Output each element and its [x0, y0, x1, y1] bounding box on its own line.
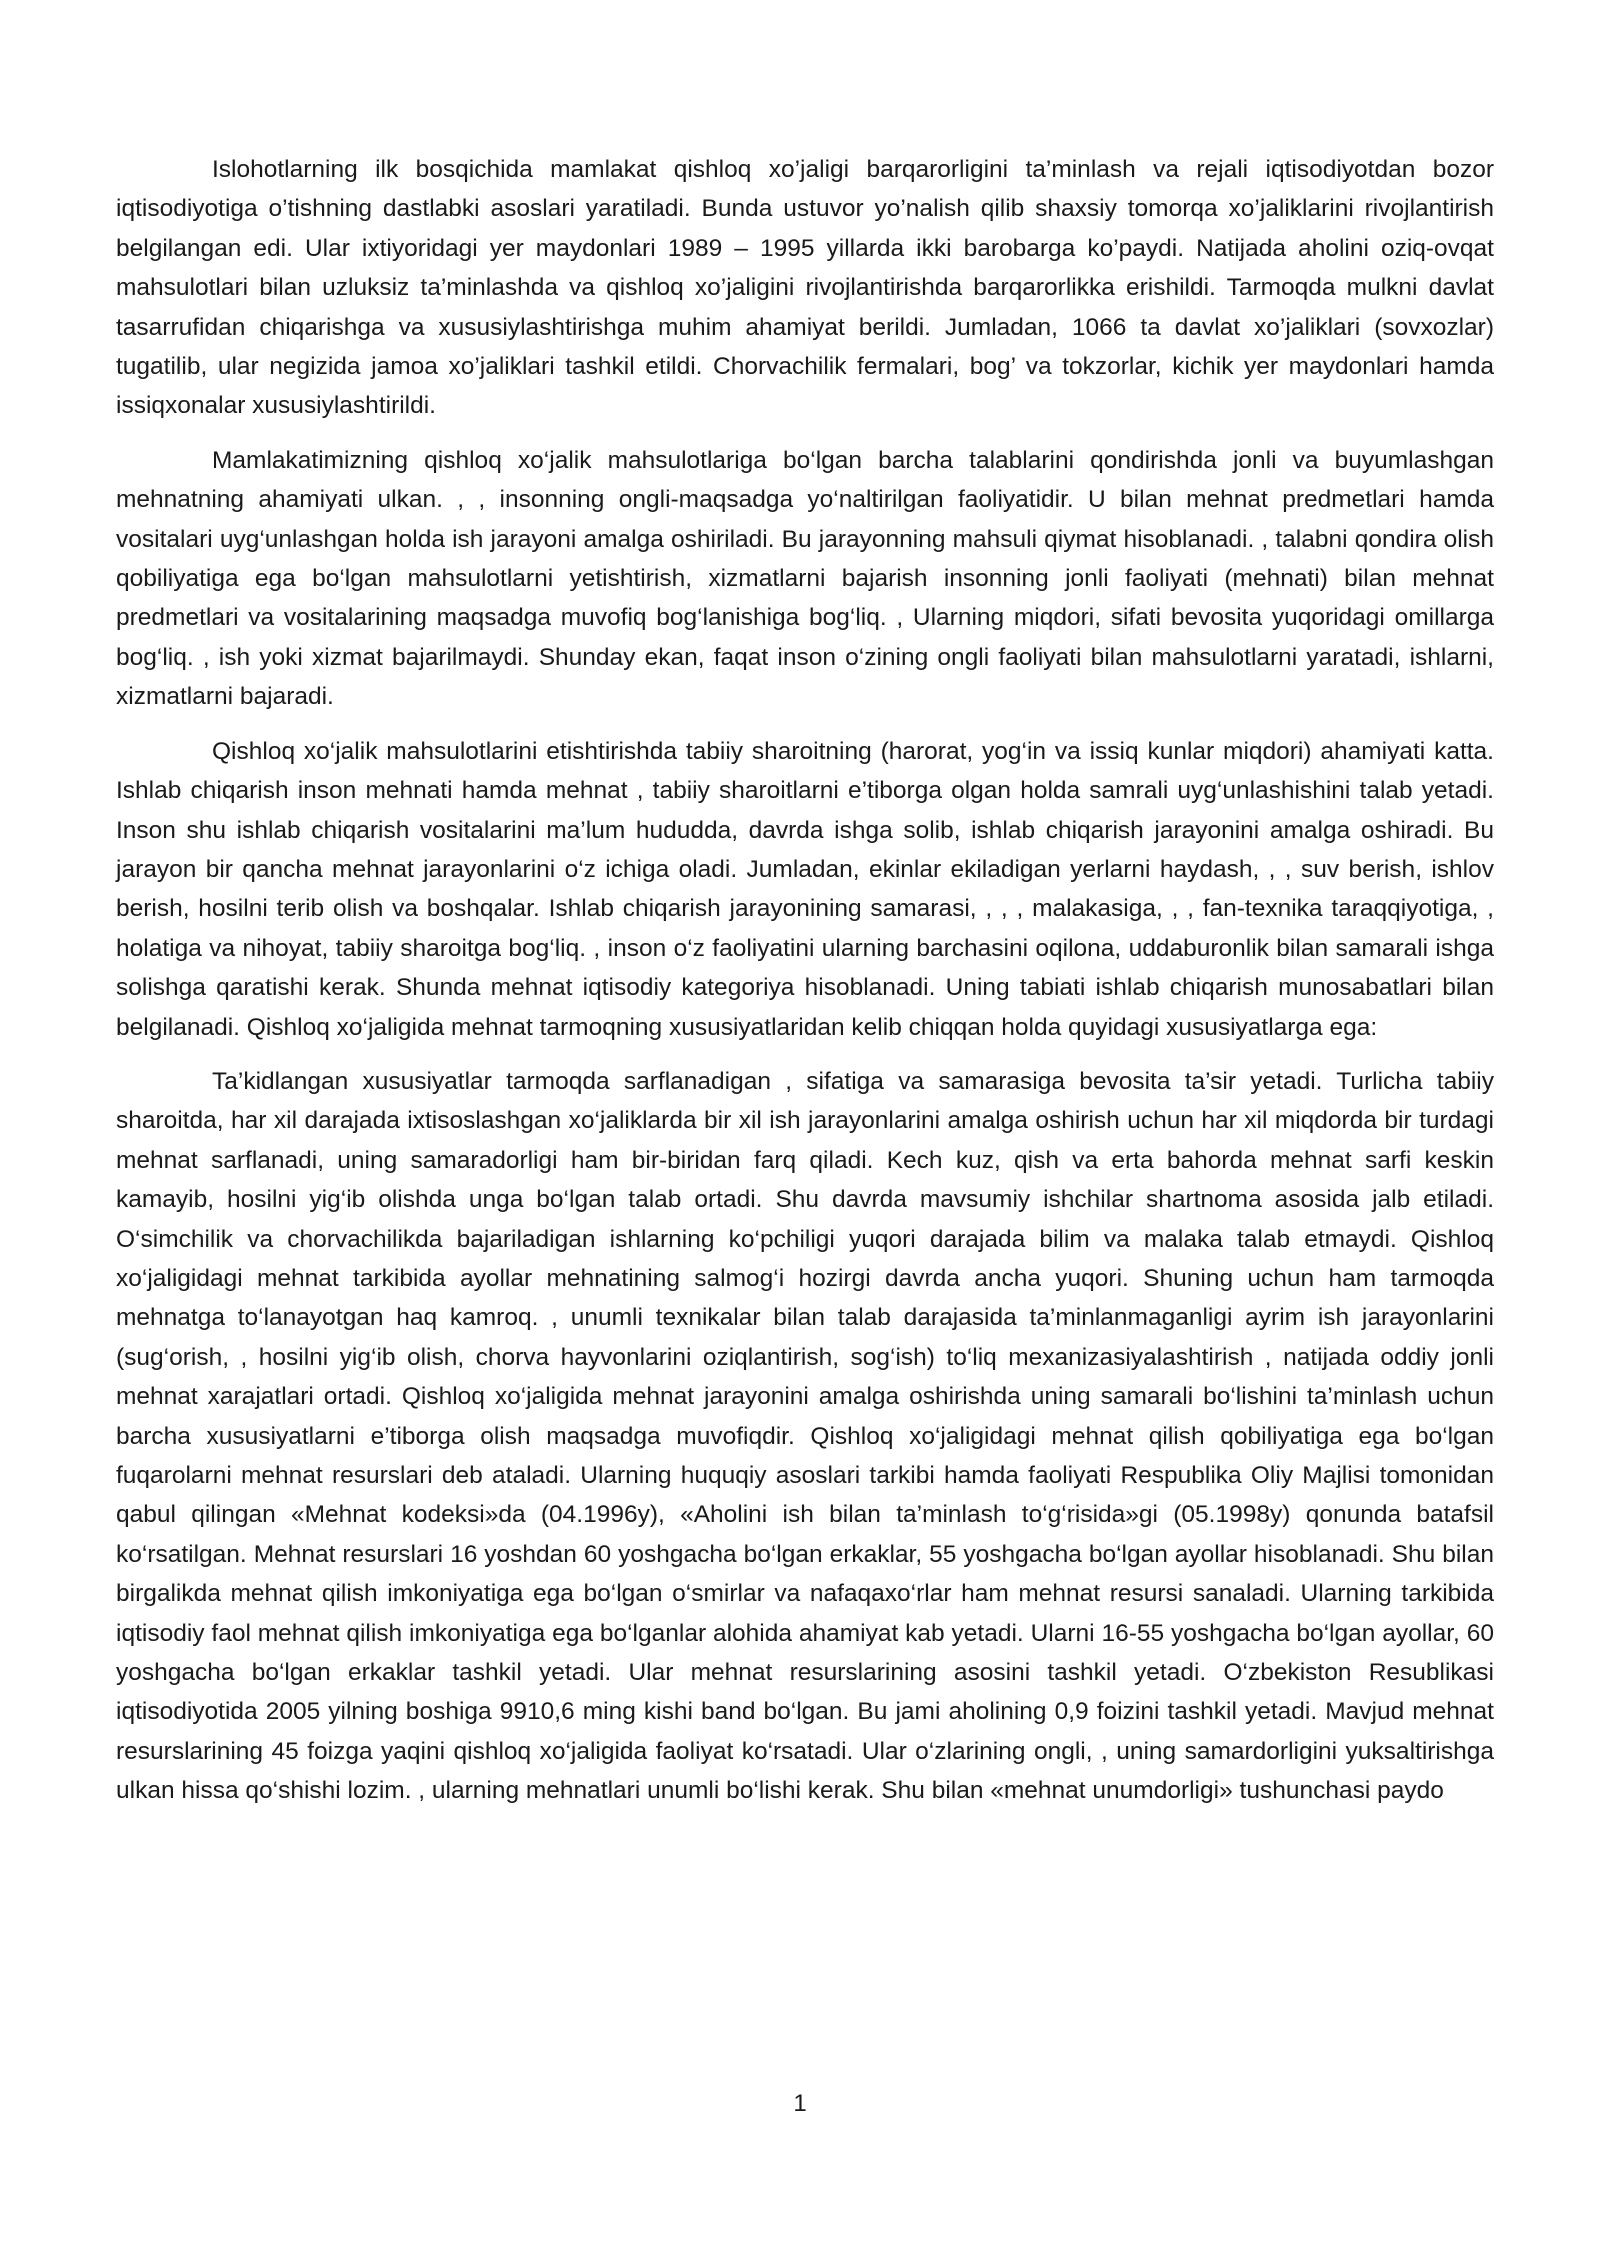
page-number: 1 [793, 2090, 807, 2117]
paragraph-3: Qishloq xo‘jalik mahsulotlarini etishtirishda tabiiy sharoitning (harorat, yog‘in va issiq kunlar miqdori) ahamiyati katta. Ishlab chiqarish inson mehnati hamda mehnat , tabiiy sharoitlarni e’tiborga olgan holda samrali uyg‘unlashishini talab yetadi. Inson shu ishlab chiqarish vositalarini ma’lum hududda, davrda ishga solib, ishlab chiqarish jarayonini amalga oshiradi. Bu jarayon bir qancha mehnat jarayonlarini o‘z ichiga oladi. Jumladan, ekinlar ekiladigan yerlarni haydash, , , suv berish, ishlov berish, hosilni terib olish va boshqalar. Ishlab chiqarish jarayonining samarasi, , , , malakasiga, , , fan-texnika taraqqiyotiga, , holatiga va nihoyat, tabiiy sharoitga bog‘liq. , inson o‘z faoliyatini ularning barchasini oqilona, uddaburonlik bilan samarali ishga solishga qaratishi kerak. Shunda mehnat iqtisodiy kategoriya hisoblanadi. Uning tabiati ishlab chiqarish munosabatlari bilan belgilanadi. Qishloq xo‘jaligida mehnat tarmoqning xususiyatlaridan kelib chiqqan holda quyidagi xususiyatlarga ega: [116, 737, 1494, 1041]
paragraph-4: Ta’kidlangan xususiyatlar tarmoqda sarflanadigan , sifatiga va samarasiga bevosita ta’sir yetadi. Turlicha tabiiy sharoitda, har xil darajada ixtisoslashgan xo‘jaliklarda bir xil ish jarayonlarini amalga oshirish uchun har xil miqdorda bir turdagi mehnat sarflanadi, uning samaradorligi ham bir-biridan farq qiladi. Kech kuz, qish va erta bahorda mehnat sarfi keskin kamayib, hosilni yig‘ib olishda unga bo‘lgan talab ortadi. Shu davrda mavsumiy ishchilar shartnoma asosida jalb etiladi. O‘simchilik va chorvachilikda bajariladigan ishlarning ko‘pchiligi yuqori darajada bilim va malaka talab etmaydi. Qishloq xo‘jaligidagi mehnat tarkibida ayollar mehnatining salmog‘i hozirgi davrda ancha yuqori. Shuning uchun ham tarmoqda mehnatga to‘lanayotgan haq kamroq. , unumli texnikalar bilan talab darajasida ta’minlanmaganligi ayrim ish jarayonlarini (sug‘orish, , hosilni yig‘ib olish, chorva hayvonlarini oziqlantirish, sog‘ish) to‘liq mexanizasiyalashtirish , natijada oddiy jonli mehnat xarajatlari ortadi. Qishloq xo‘jaligida mehnat jarayonini amalga oshirishda uning samarali bo‘lishini ta’minlash uchun barcha xususiyatlarni e’tiborga olish maqsadga muvofiqdir. Qishloq xo‘jaligidagi mehnat qilish qobiliyatiga ega bo‘lgan fuqarolarni mehnat resurslari deb ataladi. Ularning huquqiy asoslari tarkibi hamda faoliyati Respublika Oliy Majlisi tomonidan qabul qilingan «Mehnat kodeksi»da (04.1996y), «Aholini ish bilan ta’minlash to‘g‘risida»gi (05.1998y) qonunda batafsil ko‘rsatilgan. Mehnat resurslari 16 yoshdan 60 yoshgacha bo‘lgan erkaklar, 55 yoshgacha bo‘lgan ayollar hisoblanadi. Shu bilan birgalikda mehnat qilish imkoniyatiga ega bo‘lgan o‘smirlar va nafaqaxo‘rlar ham mehnat resursi sanaladi. Ularning tarkibida iqtisodiy faol mehnat qilish imkoniyatiga ega bo‘lganlar alohida ahamiyat kab yetadi. Ularni 16-55 yoshgacha bo‘lgan ayollar, 60 yoshgacha bo‘lgan erkaklar tashkil yetadi. Ular mehnat resurslarining asosini tashkil yetadi. O‘zbekiston Resublikasi iqtisodiyotida 2005 yilning boshiga 9910,6 ming kishi band bo‘lgan. Bu jami aholining 0,9 foizini tashkil yetadi. Mavjud mehnat resurslarining 45 foizga yaqini qishloq xo‘jaligida faoliyat ko‘rsatadi. Ular o‘zlarining ongli, , uning samardorligini yuksaltirishga ulkan hissa qo‘shishi lozim. , ularning mehnatlari unumli bo‘lishi kerak. Shu bilan «mehnat unumdorligi» tushunchasi paydo [116, 1067, 1494, 1805]
paragraph-1: Islohotlarning ilk bosqichida mamlakat qishloq xo’jaligi barqarorligini ta’minlash va rejali iqtisodiyotdan bozor iqtisodiyotiga o’tishning dastlabki asoslari yaratiladi. Bunda ustuvor yo’nalish qilib shaxsiy tomorqa xo’jaliklarini rivojlantirish belgilangan edi. Ular ixtiyoridagi yer maydonlari 1989 – 1995 yillarda ikki barobarga ko’paydi. Natijada aholini oziq-ovqat mahsulotlari bilan uzluksiz ta’minlashda va qishloq xo’jaligini rivojlantirishda barqarorlikka erishildi. Tarmoqda mulkni davlat tasarrufidan chiqarishga va xususiylashtirishga muhim ahamiyat berildi. Jumladan, 1066 ta davlat xo’jaliklari (sovxozlar) tugatilib, ular negizida jamoa xo’jaliklari tashkil etildi. Chorvachilik fermalari, bog’ va tokzorlar, kichik yer maydonlari hamda issiqxonalar xususiylashtirildi. [116, 156, 1494, 420]
paragraph-2: Mamlakatimizning qishloq xo‘jalik mahsulotlariga bo‘lgan barcha talablarini qondirishda jonli va buyumlashgan mehnatning ahamiyati ulkan. , , insonning ongli-maqsadga yo‘naltirilgan faoliyatidir. U bilan mehnat predmetlari hamda vositalari uyg‘unlashgan holda ish jarayoni amalga oshiriladi. Bu jarayonning mahsuli qiymat hisoblanadi. , talabni qondira olish qobiliyatiga ega bo‘lgan mahsulotlarni yetishtirish, xizmatlarni bajarish insonning jonli faoliyati (mehnati) bilan mehnat predmetlari va vositalarining maqsadga muvofiq bog‘lanishiga bog‘liq. , Ularning miqdori, sifati bevosita yuqoridagi omillarga bog‘liq. , ish yoki xizmat bajarilmaydi. Shunday ekan, faqat inson o‘zining ongli faoliyati bilan mahsulotlarni yaratadi, ishlarni, xizmatlarni bajaradi. [116, 446, 1494, 711]
document-body [116, 150, 1494, 1826]
